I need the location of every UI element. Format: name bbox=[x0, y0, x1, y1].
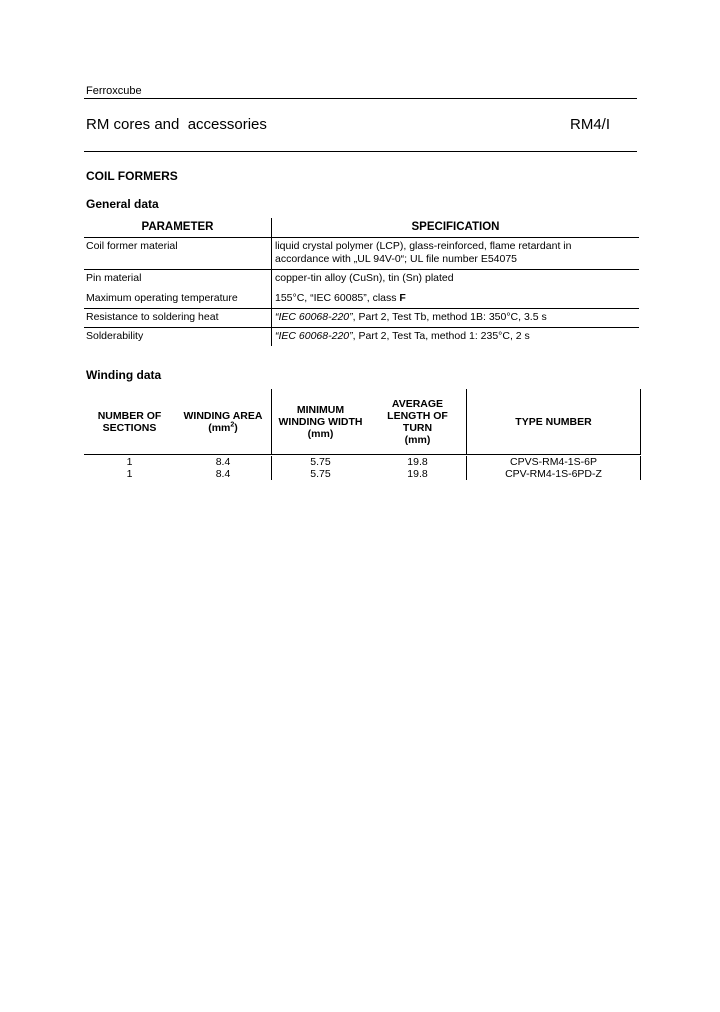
parameter-cell: Coil former material bbox=[84, 238, 272, 269]
spec-cell bbox=[272, 238, 639, 269]
table-row bbox=[84, 309, 639, 328]
section-title: COIL FORMERS bbox=[86, 169, 178, 183]
header-turn-length: AVERAGE LENGTH OF TURN (mm) bbox=[387, 397, 448, 446]
document-code: RM4/I bbox=[570, 116, 611, 133]
table-row bbox=[84, 270, 639, 290]
spec-line: accordance with „UL 94V-0“; UL file number E54075 bbox=[275, 253, 518, 265]
header-specification: SPECIFICATION bbox=[411, 221, 500, 233]
spec-line: liquid crystal polymer (LCP), glass-reinforced, flame retardant in bbox=[275, 240, 572, 252]
parameter-cell: Solderability bbox=[84, 328, 272, 346]
type-number-cell: CPVS-RM4-1S-6P bbox=[466, 456, 641, 468]
spec-text: 155°C, “IEC 60085”, class bbox=[275, 292, 400, 304]
length-cell: 19.8 bbox=[407, 468, 428, 480]
type-number-cell: CPV-RM4-1S-6PD-Z bbox=[466, 468, 641, 480]
spec-class: F bbox=[399, 292, 406, 304]
header-type-number: TYPE NUMBER bbox=[466, 389, 641, 454]
parameter-cell: Resistance to soldering heat bbox=[84, 309, 272, 327]
parameter-cell: Pin material bbox=[84, 270, 272, 290]
header-rule-top bbox=[84, 98, 637, 99]
winding-data-table bbox=[84, 389, 641, 480]
width-cell: 5.75 bbox=[271, 468, 369, 480]
brand-name: Ferroxcube bbox=[86, 85, 142, 97]
header-sections: NUMBER OF SECTIONS bbox=[97, 409, 162, 434]
header-parameter: PARAMETER bbox=[84, 218, 272, 237]
winding-data-heading: Winding data bbox=[86, 368, 162, 382]
header-rule-bottom bbox=[84, 151, 637, 152]
spec-cell bbox=[272, 328, 639, 346]
general-data-heading: General data bbox=[86, 197, 159, 211]
spec-cell bbox=[272, 290, 639, 308]
length-cell: 19.8 bbox=[407, 456, 428, 468]
header-winding-width: MINIMUM WINDING WIDTH (mm) bbox=[271, 389, 369, 454]
document-title: RM cores and accessories bbox=[86, 116, 267, 133]
spec-text: , Part 2, Test Ta, method 1: 235°C, 2 s bbox=[352, 330, 530, 342]
table-row bbox=[84, 238, 639, 270]
table-row bbox=[84, 468, 641, 480]
parameter-cell: Maximum operating temperature bbox=[84, 290, 272, 308]
area-cell: 8.4 bbox=[215, 456, 231, 468]
spec-standard: “IEC 60068-220” bbox=[275, 311, 353, 323]
sections-cell: 1 bbox=[126, 468, 133, 480]
width-cell: 5.75 bbox=[271, 456, 369, 468]
spec-cell bbox=[272, 309, 639, 327]
area-cell: 8.4 bbox=[215, 468, 231, 480]
header-winding-area: WINDING AREA $(mm^2)$ bbox=[183, 409, 263, 434]
table-row bbox=[84, 456, 641, 468]
table-row bbox=[84, 328, 639, 346]
spec-cell: copper-tin alloy (CuSn), tin (Sn) plated bbox=[275, 272, 454, 284]
spec-text: , Part 2, Test Tb, method 1B: 350°C, 3.5 s bbox=[352, 311, 547, 323]
sections-cell: 1 bbox=[126, 456, 133, 468]
table-header-row bbox=[84, 218, 639, 238]
table-row bbox=[84, 290, 639, 309]
general-data-table bbox=[84, 218, 639, 346]
spec-standard: “IEC 60068-220” bbox=[275, 330, 353, 342]
table-header-row bbox=[84, 389, 641, 455]
